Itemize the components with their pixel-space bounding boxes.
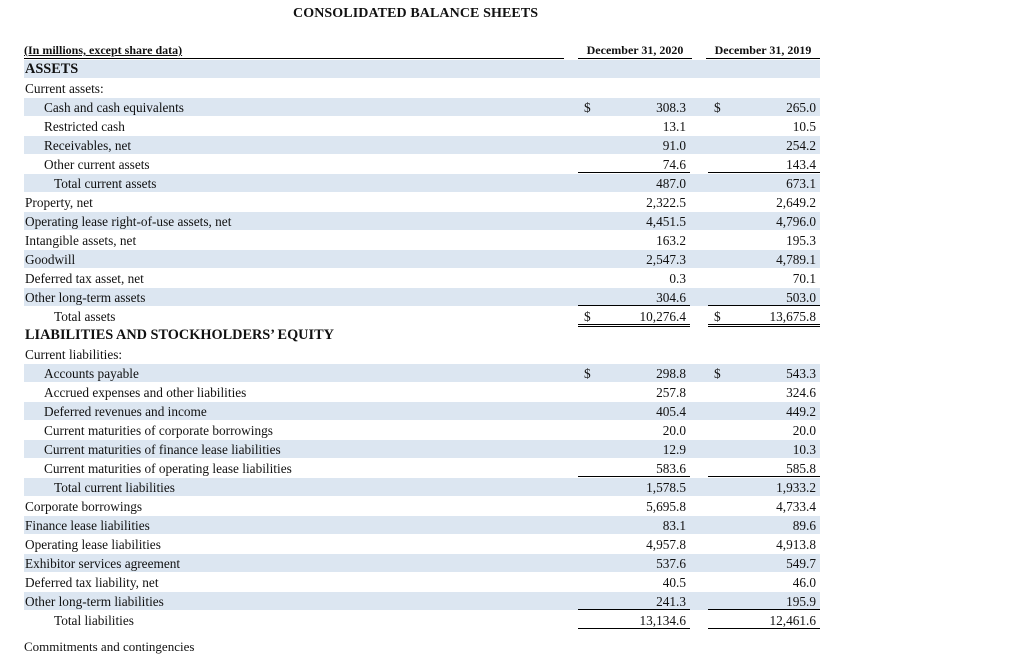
row-label: Deferred revenues and income [44, 404, 207, 419]
table-row [24, 117, 824, 136]
subtotal-rule [708, 172, 820, 173]
row-label: Other current assets [44, 157, 150, 172]
value-2019: 1,933.2 [776, 480, 816, 495]
row-label: Accrued expenses and other liabilities [44, 385, 247, 400]
currency-symbol: $ [714, 309, 721, 324]
value-2020: 10,276.4 [639, 309, 686, 324]
value-2020: 13,134.6 [639, 613, 686, 628]
subtotal-rule [578, 305, 690, 306]
value-2020: 405.4 [656, 404, 686, 419]
row-shading [24, 136, 820, 154]
value-2020: 308.3 [656, 100, 686, 115]
value-2019: 4,789.1 [776, 252, 816, 267]
row-shading [24, 250, 820, 268]
table-row [24, 383, 824, 402]
value-2020: 40.5 [662, 575, 686, 590]
row-shading [24, 611, 820, 629]
row-shading [24, 193, 820, 211]
table-row [24, 250, 824, 269]
value-2020: 0.3 [669, 271, 686, 286]
row-label: Corporate borrowings [25, 499, 143, 514]
table-row [24, 288, 824, 307]
subtotal-rule [578, 172, 690, 173]
table-row [24, 440, 824, 459]
value-2020: 487.0 [656, 176, 686, 191]
value-2020: 2,547.3 [646, 252, 686, 267]
row-label: Other long-term assets [25, 290, 146, 305]
row-shading [24, 307, 820, 325]
value-2020: 5,695.8 [646, 499, 686, 514]
row-shading [24, 364, 820, 382]
value-2020: 298.8 [656, 366, 686, 381]
value-2019: 549.7 [786, 556, 816, 571]
value-2019: 10.5 [792, 119, 816, 134]
subtotal-rule [708, 305, 820, 306]
row-label: Goodwill [25, 252, 76, 267]
table-row [24, 155, 824, 174]
row-shading [24, 60, 820, 78]
row-label: Total assets [54, 309, 116, 324]
row-label: Cash and cash equivalents [44, 100, 184, 115]
table-row [24, 592, 824, 611]
column-header-2020: December 31, 2020 [578, 44, 692, 59]
value-2019: 4,796.0 [776, 214, 816, 229]
balance-sheet-table [24, 60, 824, 630]
table-row [24, 459, 824, 478]
table-row [24, 554, 824, 573]
row-shading [24, 117, 820, 135]
table-row [24, 478, 824, 497]
value-2019: 2,649.2 [776, 195, 816, 210]
value-2020: 163.2 [656, 233, 686, 248]
value-2019: 673.1 [786, 176, 816, 191]
currency-symbol: $ [714, 100, 721, 115]
value-2020: 2,322.5 [646, 195, 686, 210]
value-2020: 13.1 [662, 119, 686, 134]
currency-symbol: $ [714, 366, 721, 381]
table-row [24, 516, 824, 535]
row-shading [24, 79, 820, 97]
currency-symbol: $ [584, 366, 591, 381]
value-2019: 4,733.4 [776, 499, 816, 514]
row-shading [24, 345, 820, 363]
table-row [24, 174, 824, 193]
subtotal-rule [578, 609, 690, 610]
page-title: CONSOLIDATED BALANCE SHEETS [293, 6, 539, 21]
subtotal-rule [578, 476, 690, 477]
value-2020: 12.9 [662, 442, 686, 457]
subtotal-rule [708, 628, 820, 629]
value-2019: 265.0 [786, 100, 816, 115]
value-2019: 585.8 [786, 461, 816, 476]
row-label: Current maturities of finance lease liabilities [44, 442, 281, 457]
row-label: Restricted cash [44, 119, 125, 134]
units-note: (In millions, except share data) [24, 44, 564, 59]
row-label: Total liabilities [54, 613, 134, 628]
row-label: Receivables, net [44, 138, 132, 153]
table-row [24, 79, 824, 98]
subtotal-rule [578, 628, 690, 629]
table-row [24, 98, 824, 117]
value-2020: 583.6 [656, 461, 686, 476]
value-2019: 4,913.8 [776, 537, 816, 552]
row-label: Exhibitor services agreement [25, 556, 181, 571]
table-row [24, 326, 824, 345]
row-label: Current maturities of operating lease liabilities [44, 461, 292, 476]
value-2019: 20.0 [792, 423, 816, 438]
value-2019: 195.9 [786, 594, 816, 609]
row-label: Operating lease liabilities [25, 537, 161, 552]
value-2020: 74.6 [662, 157, 686, 172]
subtotal-rule [708, 609, 820, 610]
table-row [24, 231, 824, 250]
value-2020: 1,578.5 [646, 480, 686, 495]
table-row [24, 611, 824, 630]
table-row [24, 402, 824, 421]
value-2019: 89.6 [792, 518, 816, 533]
value-2019: 543.3 [786, 366, 816, 381]
value-2020: 4,451.5 [646, 214, 686, 229]
table-row [24, 307, 824, 326]
row-label: Property, net [25, 195, 93, 210]
table-row [24, 364, 824, 383]
row-label: ASSETS [25, 61, 79, 77]
row-label: Intangible assets, net [25, 233, 137, 248]
currency-symbol: $ [584, 309, 591, 324]
row-label: LIABILITIES AND STOCKHOLDERS’ EQUITY [25, 327, 334, 343]
row-label: Deferred tax asset, net [25, 271, 144, 286]
value-2020: 304.6 [656, 290, 686, 305]
value-2019: 254.2 [786, 138, 816, 153]
value-2020: 241.3 [656, 594, 686, 609]
table-row [24, 497, 824, 516]
row-label: Other long-term liabilities [25, 594, 164, 609]
value-2019: 13,675.8 [769, 309, 816, 324]
table-row [24, 345, 824, 364]
value-2019: 449.2 [786, 404, 816, 419]
table-row [24, 136, 824, 155]
value-2019: 10.3 [792, 442, 816, 457]
value-2020: 91.0 [662, 138, 686, 153]
row-shading [24, 231, 820, 249]
value-2019: 143.4 [786, 157, 816, 172]
row-label: Operating lease right-of-use assets, net [25, 214, 232, 229]
value-2019: 46.0 [792, 575, 816, 590]
row-label: Current assets: [25, 81, 104, 96]
table-row [24, 269, 824, 288]
row-label: Accounts payable [44, 366, 139, 381]
value-2019: 70.1 [792, 271, 816, 286]
row-label: Total current liabilities [54, 480, 175, 495]
currency-symbol: $ [584, 100, 591, 115]
value-2020: 20.0 [662, 423, 686, 438]
cutoff-row-label: Commitments and contingencies [24, 639, 195, 654]
row-shading [24, 497, 820, 515]
row-label: Total current assets [54, 176, 157, 191]
value-2019: 12,461.6 [769, 613, 816, 628]
value-2019: 503.0 [786, 290, 816, 305]
row-label: Deferred tax liability, net [25, 575, 159, 590]
subtotal-rule [708, 476, 820, 477]
value-2020: 4,957.8 [646, 537, 686, 552]
value-2020: 537.6 [656, 556, 686, 571]
table-row [24, 60, 824, 79]
row-label: Finance lease liabilities [25, 518, 150, 533]
table-row [24, 212, 824, 231]
row-label: Current liabilities: [25, 347, 123, 362]
value-2020: 257.8 [656, 385, 686, 400]
value-2019: 324.6 [786, 385, 816, 400]
table-row [24, 193, 824, 212]
table-row [24, 535, 824, 554]
table-row [24, 573, 824, 592]
table-row [24, 421, 824, 440]
value-2020: 83.1 [662, 518, 686, 533]
value-2019: 195.3 [786, 233, 816, 248]
row-label: Current maturities of corporate borrowings [44, 423, 273, 438]
column-header-2019: December 31, 2019 [706, 44, 820, 59]
